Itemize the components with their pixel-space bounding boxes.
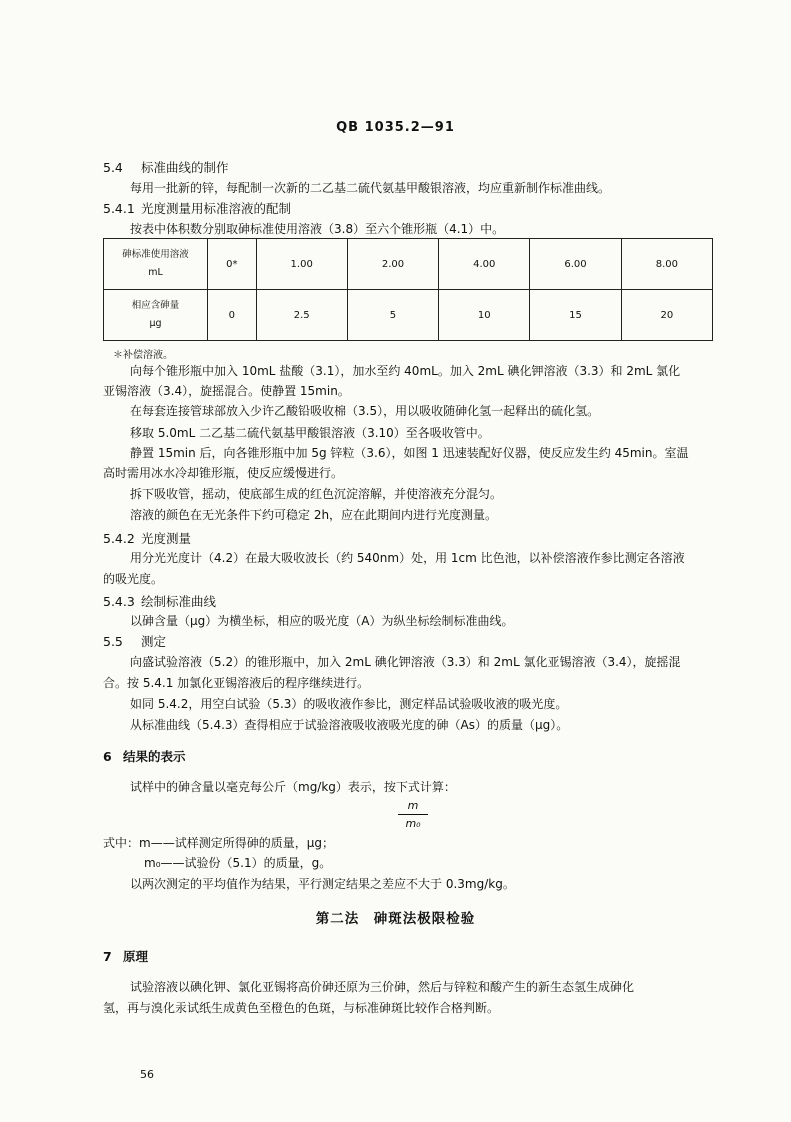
fraction-bar [398,814,428,815]
numerator: m [407,799,419,812]
paragraph: 试样中的砷含量以毫克每公斤（mg/kg）表示，按下式计算： [130,780,456,794]
paragraph: 在每套连接管球部放入少许乙酸铅吸收棉（3.5），用以吸收随砷化氢一起释出的硫化氢。 [130,404,600,418]
table-cell: 1.00 [256,239,347,290]
paragraph: 氢，再与溴化汞试纸生成黄色至橙色的色斑，与标准砷斑比较作合格判断。 [103,1001,500,1015]
paragraph: 以两次测定的平均值作为结果，平行测定结果之差应不大于 0.3mg/kg。 [130,877,515,891]
paragraph: 溶液的颜色在无光条件下约可稳定 2h，应在此期间内进行光度测量。 [130,508,498,522]
section-title: 光度测量 [141,531,192,546]
section-title: 测定 [141,634,167,649]
section-number: 5.4 [103,160,123,175]
section-number: 6 [103,749,112,764]
paragraph: 高时需用冰水冷却锥形瓶，使反应缓慢进行。 [103,466,344,480]
paragraph: 移取 5.0mL 二乙基二硫代氨基甲酸银溶液（3.10）至各吸收管中。 [130,426,490,440]
table-cell: 2.5 [256,290,347,341]
section-6-heading [103,747,186,765]
page-number: 56 [140,1068,154,1081]
paragraph: 向每个锥形瓶中加入 10mL 盐酸（3.1），加水至约 40mL。加入 2mL 碘化钾溶液（3.3）和 2mL 氯化 [130,364,681,378]
section-title: 绘制标准曲线 [141,594,217,609]
table-cell: 6.00 [530,239,621,290]
section-5-5-heading [103,632,166,650]
section-title: 原理 [123,949,149,964]
table-cell: 20 [621,290,712,341]
table-cell: 8.00 [621,239,712,290]
paragraph: 用分光光度计（4.2）在最大吸收波长（约 540nm）处，用 1cm 比色池，以补偿溶液作参比测定各溶液 [130,551,685,565]
formula-legend: m₀——试验份（5.1）的质量，g。 [144,856,332,870]
section-5-4-1-heading [103,199,291,217]
method-title: 第二法 砷斑法极限检验 [315,911,476,927]
paragraph: 从标准曲线（5.4.3）查得相应于试验溶液吸收液吸光度的砷（As）的质量（μg）。 [130,718,569,732]
section-5-4-2-heading [103,529,191,547]
table-cell: 10 [439,290,530,341]
paragraph: 试验溶液以碘化钾、氯化亚锡将高价砷还原为三价砷，然后与锌粒和酸产生的新生态氢生成砷化 [130,980,635,994]
section-number: 7 [103,949,112,964]
table-cell: 0 [208,290,257,341]
section-5-4-heading [103,158,229,176]
section-5-4-3-heading [103,592,216,610]
standard-header: QB 1035.2—91 [336,120,455,135]
table-cell: 15 [530,290,621,341]
denominator: m₀ [405,817,421,830]
standard-solution-table [103,238,713,341]
table-row [104,290,713,341]
table-cell: 0* [208,239,257,290]
section-number: 5.4.2 [103,531,135,546]
paragraph: 如同 5.4.2，用空白试验（5.3）的吸收液作参比，测定样品试验吸收液的吸光度。 [130,697,568,711]
section-number: 5.4.3 [103,594,135,609]
table-row [104,239,713,290]
paragraph: 亚锡溶液（3.4），旋摇混合。使静置 15min。 [103,384,350,398]
section-5-4-1-text: 按表中体积数分别取砷标准使用溶液（3.8）至六个锥形瓶（4.1）中。 [130,222,505,236]
formula-legend: 式中：m——试样测定所得砷的质量，μg； [103,836,334,850]
section-5-4-text: 每用一批新的锌，每配制一次新的二乙基二硫代氨基甲酸银溶液，均应重新制作标准曲线。 [130,181,611,195]
table-cell: 5 [347,290,438,341]
section-7-heading [103,947,148,965]
section-title: 结果的表示 [123,749,186,764]
row-header: 砷标准使用溶液 mL [104,239,208,290]
table-cell: 2.00 [347,239,438,290]
section-number: 5.5 [103,634,123,649]
paragraph: 静置 15min 后，向各锥形瓶中加 5g 锌粒（3.6），如图 1 迅速装配好仪器，使反应发生约 45min。室温 [130,446,689,460]
formula-fraction [398,799,428,830]
table-footnote: ＊补偿溶液。 [113,350,173,361]
paragraph: 向盛试验溶液（5.2）的锥形瓶中，加入 2mL 碘化钾溶液（3.3）和 2mL 氯化亚锡溶液（3.4），旋摇混 [130,655,681,669]
section-title: 光度测量用标准溶液的配制 [141,201,292,216]
section-number: 5.4.1 [103,201,135,216]
paragraph: 合。按 5.4.1 加氯化亚锡溶液后的程序继续进行。 [103,676,370,690]
paragraph: 拆下吸收管，摇动，使底部生成的红色沉淀溶解，并使溶液充分混匀。 [130,487,503,501]
paragraph: 的吸光度。 [103,572,164,586]
row-header: 相应含砷量 μg [104,290,208,341]
section-title: 标准曲线的制作 [141,160,229,175]
table-cell: 4.00 [439,239,530,290]
paragraph: 以砷含量（μg）为横坐标，相应的吸光度（A）为纵坐标绘制标准曲线。 [130,614,514,628]
